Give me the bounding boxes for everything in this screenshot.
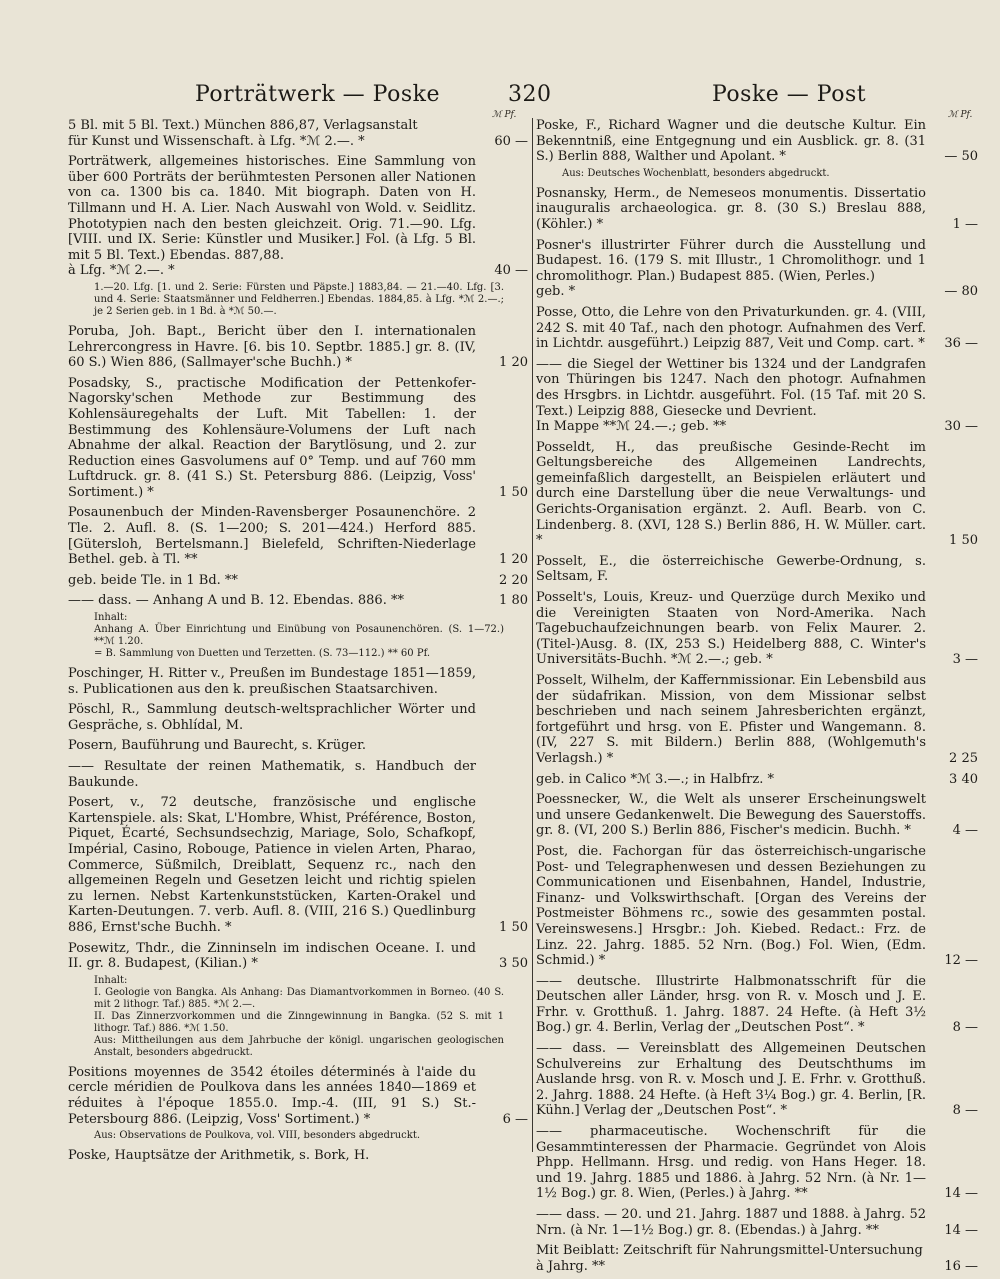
- entry-text: —— dass. — 20. und 21. Jahrg. 1887 und 1888. à Jahrg. 52 Nrn. (à Nr. 1—1½ Bog.) gr. 8. (Ebendas.) à Jahrg. **: [536, 1207, 926, 1238]
- running-header-left: Porträtwerk — Poske: [195, 82, 440, 107]
- entry-price: 1 50: [499, 919, 528, 935]
- entry-price: 4 —: [952, 823, 978, 839]
- entry-price: 8 —: [952, 1020, 978, 1036]
- page-number: 320: [508, 82, 552, 107]
- catalog-entry: [68, 702, 528, 733]
- entry-text: Inhalt: I. Geologie von Bangka. Als Anhang: Das Diamantvorkommen in Borneo. (40 S. mit 2 lithogr. Taf.) 885. *ℳ 2.—. II. Das Zinnerzvorkommen und die Zinngewinnung in Bangka. (52 S. mit 1 lithogr. Taf.) 886. *ℳ 1.50. Aus: Mittheilungen aus dem Jahrbuche der königl. ungarischen geologischen Anstalt, besonders abgedruckt.: [94, 974, 504, 1058]
- entry-text: —— deutsche. Illustrirte Halbmonatsschrift für die Deutschen aller Länder, hrsg. von R. v. Mosch und J. E. Frhr. v. Grotthuß. 1. Jahrg. 1887. 24 Hefte. (à Heft 3½ Bog.) gr. 4. Berlin, Verlag der „Deutschen Post“. *: [536, 973, 926, 1036]
- entry-text: —— pharmaceutische. Wochenschrift für die Gesammtinteressen der Pharmacie. Gegründet von Alois Phpp. Hellmann. Hrsg. und redig. von Hans Heger. 18. und 19. Jahrg. 1885 und 1886. à Jahrg. 52 Nrn. (à Nr. 1—1½ Bog.) gr. 8. Wien, (Perles.) à Jahrg. **: [536, 1124, 926, 1202]
- entry-price: 30 —: [944, 419, 978, 435]
- catalog-entry: [536, 1243, 978, 1274]
- entry-note: [68, 975, 528, 1059]
- entry-price: 2 25: [949, 750, 978, 766]
- entry-price: 12 —: [944, 953, 978, 969]
- catalog-entry: [536, 792, 978, 839]
- catalog-entry: [68, 376, 528, 501]
- entry-price: 40 —: [494, 263, 528, 279]
- catalog-entry: [536, 844, 978, 969]
- entry-text: Posadsky, S., practische Modification der Pettenkofer-Nagorsky'schen Methode zur Bestimmung des Kohlensäuregehalts der Luft. Mit Tabellen: 1. der Bestimmung des Kohlensäure-Volumens der Luft nach Abnahme der alkal. Reaction der Barytlösung, und 2. zur Reduction eines Gasvolumens auf 0° Temp. und auf 760 mm Luftdruck. gr. 8. (41 S.) St. Petersburg 886. (Leipzig, Voss' Sortiment.) *: [68, 375, 476, 500]
- entry-price: 2 20: [499, 572, 528, 588]
- catalog-entry: [68, 118, 528, 149]
- catalog-entry: [536, 673, 978, 767]
- entry-text: —— die Siegel der Wettiner bis 1324 und der Landgrafen von Thüringen bis 1247. Nach den photogr. Aufnahmen des Hrsgbrs. in Lichtdr. ausgeführt. Fol. (15 Taf. mit 20 S. Text.) Leipzig 888, Giesecke und Devrient. In Mappe **ℳ 24.—.; geb. **: [536, 356, 926, 435]
- catalog-entry: [536, 974, 978, 1036]
- catalog-entry: [536, 554, 978, 585]
- catalog-entry: [536, 305, 978, 352]
- catalog-entry: [68, 573, 528, 589]
- running-header-right: Poske — Post: [712, 82, 867, 107]
- catalog-entry: [536, 590, 978, 668]
- entry-text: 1.—20. Lfg. [1. und 2. Serie: Fürsten und Päpste.] 1883,84. — 21.—40. Lfg. [3. und 4. Serie: Staatsmänner und Feldherren.] Ebendas. 1884,85. à Lfg. *ℳ 2.—.; je 2 Serien geb. in 1 Bd. à *ℳ 50.—.: [94, 281, 504, 317]
- catalog-entry: [536, 238, 978, 300]
- entry-text: Aus: Deutsches Wochenblatt, besonders abgedruckt.: [562, 167, 830, 179]
- entry-text: Poske, Hauptsätze der Arithmetik, s. Bork, H.: [68, 1148, 370, 1164]
- catalog-entry: [68, 324, 528, 371]
- catalog-entry: [536, 186, 978, 233]
- entry-text: Posselt's, Louis, Kreuz- und Querzüge durch Mexiko und die Vereinigten Staaten von Nord-Amerika. Nach Tagebuchaufzeichnungen bearb. von Felix Maurer. 2. (Titel-)Ausg. 8. (IX, 253 S.) Heidelberg 888, C. Winter's Universitäts-Buchh. *ℳ 2.—.; geb. *: [536, 590, 926, 668]
- catalog-entry: [68, 759, 528, 790]
- catalog-entry: [68, 795, 528, 935]
- entry-price: 6 —: [502, 1111, 528, 1127]
- entry-text: Mit Beiblatt: Zeitschrift für Nahrungsmittel-Untersuchung à Jahrg. **: [536, 1243, 923, 1274]
- entry-text: —— dass. — Vereinsblatt des Allgemeinen Deutschen Schulvereins zur Erhaltung des Deutschthums im Auslande hrsg. von R. v. Mosch und J. E. Frhr. v. Grotthuß. 2. Jahrg. 1888. 24 Hefte. (à Heft 3¼ Bog.) gr. 4. Berlin, [R. Kühn.] Verlag der „Deutschen Post“. *: [536, 1041, 926, 1119]
- entry-text: Posner's illustrirter Führer durch die Ausstellung und Budapest. 16. (179 S. mit Illustr., 1 Chromolithogr. und 1 chromolithogr. Plan.) Budapest 885. (Wien, Perles.) geb. *: [536, 237, 926, 300]
- catalog-entry: [536, 772, 978, 788]
- catalog-entry: [68, 505, 528, 567]
- catalog-entry: [536, 1041, 978, 1119]
- entry-note: [68, 282, 528, 318]
- entry-price: 1 50: [949, 533, 978, 549]
- catalog-entry: [536, 357, 978, 435]
- entry-note: [68, 1130, 528, 1142]
- currency-header-left: ℳ Pf.: [492, 110, 517, 120]
- entry-text: Aus: Observations de Poulkova, vol. VIII, besonders abgedruckt.: [94, 1130, 421, 1142]
- entry-price: 1 50: [499, 484, 528, 500]
- catalog-entry: [536, 1124, 978, 1202]
- entry-price: 1 80: [499, 593, 528, 609]
- catalog-entry: [536, 118, 978, 165]
- entry-text: Posselt, E., die österreichische Gewerbe-Ordnung, s. Seltsam, F.: [536, 553, 926, 585]
- catalog-entry: [68, 1065, 528, 1127]
- currency-header-right: ℳ Pf.: [948, 110, 973, 120]
- catalog-entry: [68, 666, 528, 697]
- entry-text: Poessnecker, W., die Welt als unserer Erscheinungswelt und unsere Gedankenwelt. Die Bewegung des Sauerstoffs. gr. 8. (VI, 200 S.) Berlin 886, Fischer's medicin. Buchh. *: [536, 792, 926, 839]
- entry-text: Posern, Bauführung und Baurecht, s. Krüger.: [68, 738, 367, 754]
- column-divider: [532, 118, 533, 1152]
- entry-price: 3 —: [952, 652, 978, 668]
- catalog-entry: [68, 1148, 528, 1164]
- entry-note: [68, 612, 528, 660]
- entry-price: 1 20: [499, 552, 528, 568]
- entry-price: 14 —: [944, 1222, 978, 1238]
- catalog-entry: [536, 1207, 978, 1238]
- entry-text: —— dass. — Anhang A und B. 12. Ebendas. 886. **: [68, 593, 404, 609]
- entry-price: 60 —: [494, 133, 528, 149]
- entry-text: 5 Bl. mit 5 Bl. Text.) München 886,87, Verlagsanstalt für Kunst und Wissenschaft. à Lfg. *ℳ 2.—. *: [68, 118, 418, 149]
- entry-text: Positions moyennes de 3542 étoiles déterminés à l'aide du cercle méridien de Poulkova dans les années 1840—1869 et réduites à l'époque 1855.0. Imp.-4. (III, 91 S.) St.-Petersbourg 886. (Leipzig, Voss' Sortiment.) *: [68, 1064, 476, 1127]
- catalog-entry: [536, 440, 978, 549]
- entry-price: 14 —: [944, 1186, 978, 1202]
- entry-text: Posewitz, Thdr., die Zinninseln im indischen Oceane. I. und II. gr. 8. Budapest, (Kilian.) *: [68, 940, 476, 972]
- entry-text: Posseldt, H., das preußische Gesinde-Recht im Geltungsbereiche des Allgemeinen Landrechts, gemeinfaßlich dargestellt, an Beispielen erläutert und durch eine Darstellung über die neue Verwaltungs- und Gerichts-Organisation ergänzt. 2. Aufl. Bearb. von C. Lindenberg. 8. (XVI, 128 S.) Berlin 886, H. W. Müller. cart. *: [536, 439, 926, 549]
- entry-text: geb. in Calico *ℳ 3.—.; in Halbfrz. *: [536, 771, 774, 787]
- left-column: [68, 118, 528, 1169]
- catalog-entry: [68, 593, 528, 609]
- entry-text: Posnansky, Herm., de Nemeseos monumentis. Dissertatio inauguralis archaeologica. gr. 8. (30 S.) Breslau 888, (Köhler.) *: [536, 185, 926, 232]
- entry-price: 3 40: [949, 771, 978, 787]
- entry-text: Posert, v., 72 deutsche, französische und englische Kartenspiele. als: Skat, L'Hombre, Whist, Préférence, Boston, Piquet, Écarté, Sechsundsechzig, Mariage, Solo, Schafkopf, Impérial, Casino, Robouge, Patience in vielen Arten, Pharao, Commerce, Süßmilch, Dreiblatt, Sequenz rc., nach den allgemeinen Regeln und Gesetzen leicht und richtig spielen zu lernen. Nebst Kartenkunststücken, Karten-Orakel und Karten-Deutungen. 7. verb. Aufl. 8. (VIII, 216 S.) Quedlinburg 886, Ernst'sche Buchh. *: [68, 795, 476, 935]
- entry-text: Poske, F., Richard Wagner und die deutsche Kultur. Ein Bekenntniß, eine Entgegnung und ein Ausblick. gr. 8. (31 S.) Berlin 888, Walther und Apolant. *: [536, 118, 926, 165]
- entry-text: Posse, Otto, die Lehre von den Privaturkunden. gr. 4. (VIII, 242 S. mit 40 Taf., nach den photogr. Aufnahmen des Verf. in Lichtdr. ausgeführt.) Leipzig 887, Veit und Comp. cart. *: [536, 304, 926, 352]
- entry-price: 1 —: [952, 216, 978, 232]
- entry-text: Poschinger, H. Ritter v., Preußen im Bundestage 1851—1859, s. Publicationen aus den k. preußischen Staatsarchiven.: [68, 666, 476, 697]
- entry-text: Pöschl, R., Sammlung deutsch-weltsprachlicher Wörter und Gespräche, s. Obhlídal, M.: [68, 702, 476, 733]
- entry-price: 16 —: [944, 1258, 978, 1274]
- entry-text: Porträtwerk, allgemeines historisches. Eine Sammlung von über 600 Porträts der berühmtesten Personen aller Nationen von ca. 1300 bis ca. 1840. Mit biograph. Daten von H. Tillmann und H. A. Lier. Nach Auswahl von Wold. v. Seidlitz. Phototypien nach den besten gleichzeit. Orig. 71.—90. Lfg. [VIII. und IX. Serie: Künstler und Musiker.] Fol. (à Lfg. 5 Bl. mit 5 Bl. Text.) Ebendas. 887,88. à Lfg. *ℳ 2.—. *: [68, 154, 476, 279]
- entry-text: Posselt, Wilhelm, der Kaffernmissionar. Ein Lebensbild aus der südafrikan. Mission, von dem Missionar selbst beschrieben und nach seinem Jahresberichten ergänzt, fortgeführt und hrsg. von E. Pfister und Wangemann. 8. (IV, 227 S. mit Bildern.) Berlin 888, (Wohlgemuth's Verlagsh.) *: [536, 673, 926, 766]
- entry-text: Post, die. Fachorgan für das österreichisch-ungarische Post- und Telegraphenwesen und dessen Beziehungen zu Communicationen und Eisenbahnen, Handel, Industrie, Finanz- und Volkswirthschaft. [Organ des Vereins der Postmeister Böhmens rc., sowie des gesammten postal. Vereinswesens.] Hrsgbr.: Joh. Kiebed. Redact.: Frz. de Linz. 22. Jahrg. 1885. 52 Nrn. (Bog.) Fol. Wien, (Edm. Schmid.) *: [536, 843, 926, 969]
- entry-price: 36 —: [944, 336, 978, 352]
- entry-price: 8 —: [952, 1103, 978, 1119]
- entry-price: 3 50: [499, 956, 528, 972]
- catalog-entry: [68, 154, 528, 279]
- entry-price: 1 20: [499, 355, 528, 371]
- right-column: [536, 118, 978, 1279]
- entry-price: — 80: [944, 284, 978, 300]
- catalog-entry: [68, 738, 528, 754]
- entry-note: [536, 168, 978, 180]
- entry-text: Inhalt: Anhang A. Über Einrichtung und Einübung von Posaunenchören. (S. 1—72.) **ℳ 1.20. = B. Sammlung von Duetten und Terzetten. (S. 73—112.) ** 60 Pf.: [94, 612, 504, 660]
- entry-price: — 50: [944, 149, 978, 165]
- entry-text: —— Resultate der reinen Mathematik, s. Handbuch der Baukunde.: [68, 759, 476, 790]
- entry-text: Poruba, Joh. Bapt., Bericht über den I. internationalen Lehrercongress in Havre. [6. bis 10. Septbr. 1885.] gr. 8. (IV, 60 S.) Wien 886, (Sallmayer'sche Buchh.) *: [68, 323, 476, 371]
- entry-text: geb. beide Tle. in 1 Bd. **: [68, 572, 238, 588]
- catalog-entry: [68, 941, 528, 972]
- entry-text: Posaunenbuch der Minden-Ravensberger Posaunenchöre. 2 Tle. 2. Aufl. 8. (S. 1—200; S. 201—424.) Herford 885. [Gütersloh, Bertelsmann.] Bielefeld, Schriften-Niederlage Bethel. geb. à Tl. **: [68, 505, 476, 568]
